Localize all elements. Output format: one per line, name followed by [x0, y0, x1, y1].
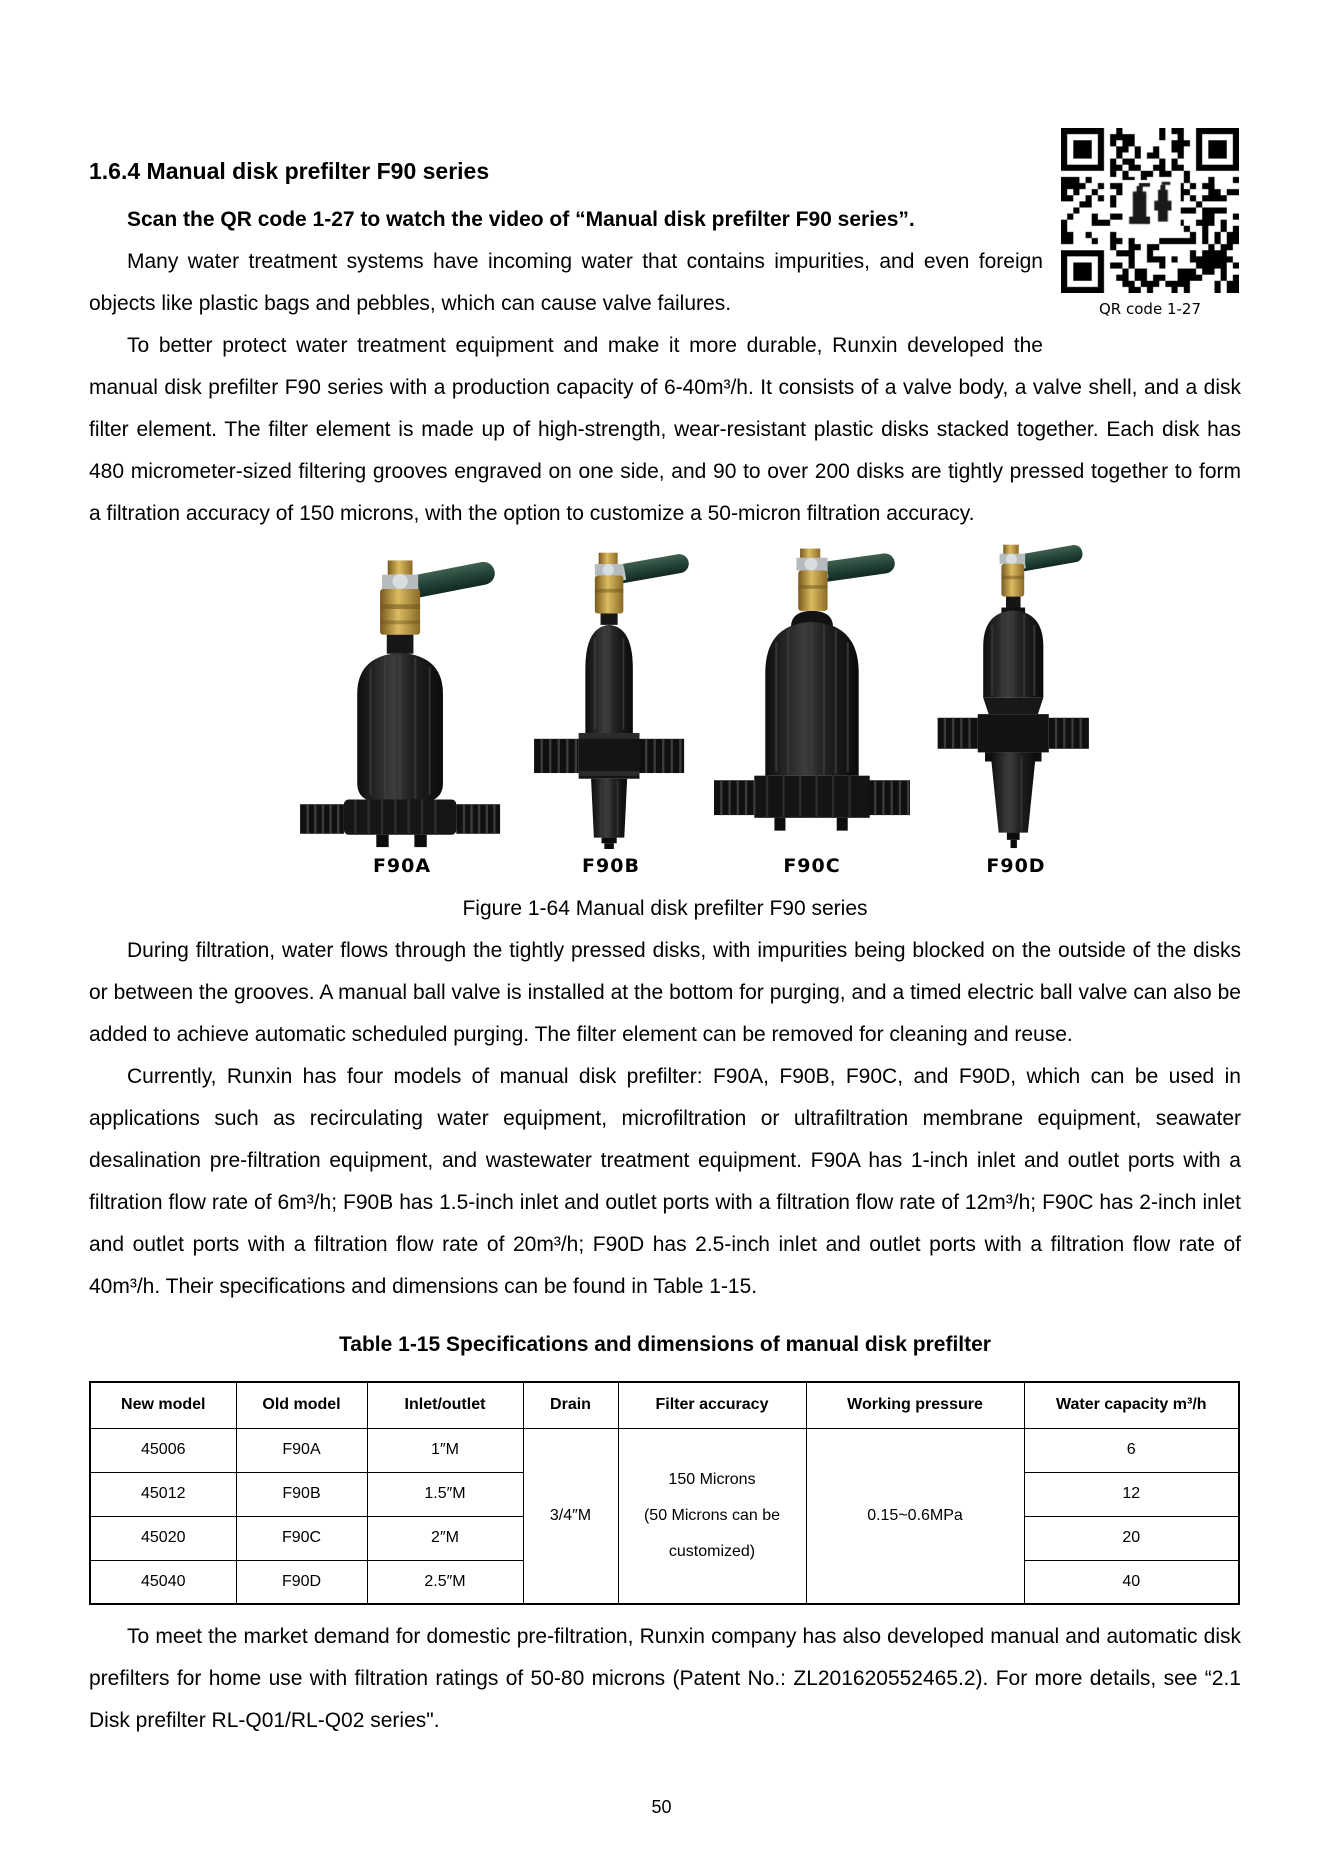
- filter-accuracy-line: customized): [668, 1542, 756, 1560]
- filter-photo-f90a: [296, 549, 508, 849]
- cell-inlet-outlet: 1.5″M: [367, 1472, 523, 1516]
- paragraph-intro: Many water treatment systems have incoming water that contains impurities, and even foreign objects like plastic bags and pebbles, which can cause valve failures.: [89, 250, 1043, 315]
- col-header-old-model: Old model: [236, 1382, 367, 1428]
- cell-working-pressure-merged: 0.15~0.6MPa: [806, 1428, 1024, 1604]
- col-header-filter-accuracy: Filter accuracy: [618, 1382, 806, 1428]
- cell-old-model: F90B: [236, 1472, 367, 1516]
- table-header-row: [90, 1382, 1239, 1428]
- cell-new-model: 45040: [90, 1560, 236, 1604]
- cell-old-model: F90C: [236, 1516, 367, 1560]
- figure-label-f90a: F90A: [372, 855, 432, 877]
- figure-products-row: [121, 541, 1273, 878]
- col-header-drain: Drain: [523, 1382, 618, 1428]
- figure-item-f90a: [296, 549, 508, 878]
- figure-item-f90b: [532, 547, 690, 878]
- paragraph-development: To better protect water treatment equipment and make it more durable, Runxin developed the manual disk prefilter F90 series with a production capacity of 6-40m³/h. It consists of a valve body, a valve shell, and a disk filter element. The filter element is made up of high-strength, wear-resistant plastic disks stacked together. Each disk has 480 micrometer-sized filtering grooves engraved on one side, and 90 to over 200 disks are tightly pressed together to form a filtration accuracy of 150 microns, with the option to customize a 50-micron filtration accuracy.: [89, 334, 1241, 525]
- paragraph-market: To meet the market demand for domestic pre-filtration, Runxin company has also developed manual and automatic disk prefilters for home use with filtration ratings of 50-80 microns (Patent No.: ZL201620552465.2). For more details, see “2.1 Disk prefilter RL-Q01/RL-Q02 series".: [89, 1625, 1241, 1732]
- table-row: [90, 1428, 1239, 1472]
- cell-new-model: 45012: [90, 1472, 236, 1516]
- filter-accuracy-line: 150 Microns: [668, 1470, 756, 1488]
- cell-drain-merged: 3/4″M: [523, 1428, 618, 1604]
- paragraph-models: Currently, Runxin has four models of manual disk prefilter: F90A, F90B, F90C, and F90D, which can be used in applications such as recirculating water equipment, microfiltration or ultrafiltration membrane equipment, seawater desalination pre-filtration equipment, and wastewater treatment equipment. F90A has 1-inch inlet and outlet ports with a filtration flow rate of 6m³/h; F90B has 1.5-inch inlet and outlet ports with a filtration flow rate of 12m³/h; F90C has 2-inch inlet and outlet ports with a filtration flow rate of 20m³/h; F90D has 2.5-inch inlet and outlet ports with a filtration flow rate of 40m³/h. Their specifications and dimensions can be found in Table 1-15.: [89, 1065, 1241, 1298]
- figure-item-f90d: [934, 541, 1098, 878]
- spec-table: [89, 1381, 1240, 1605]
- cell-new-model: 45020: [90, 1516, 236, 1560]
- figure-item-f90c: [714, 543, 910, 878]
- section-heading: 1.6.4 Manual disk prefilter F90 series: [89, 158, 490, 184]
- table-title: Table 1-15 Specifications and dimensions of manual disk prefilter: [339, 1333, 991, 1356]
- page-number: 50: [651, 1797, 672, 1817]
- cell-water-capacity: 12: [1024, 1472, 1239, 1516]
- cell-water-capacity: 6: [1024, 1428, 1239, 1472]
- figure-label-f90b: F90B: [582, 855, 640, 877]
- cell-water-capacity: 20: [1024, 1516, 1239, 1560]
- scan-qr-line: Scan the QR code 1-27 to watch the video of “Manual disk prefilter F90 series”.: [127, 208, 915, 231]
- cell-old-model: F90A: [236, 1428, 367, 1472]
- col-header-water-capacity: Water capacity m³/h: [1024, 1382, 1239, 1428]
- paragraph-filtration: During filtration, water flows through the tightly pressed disks, with impurities being blocked on the outside of the disks or between the grooves. A manual ball valve is installed at the bottom for purging, and a timed electric ball valve can also be added to achieve automatic scheduled purging. The filter element can be removed for cleaning and reuse.: [89, 939, 1241, 1046]
- figure-label-f90d: F90D: [986, 855, 1046, 877]
- filter-photo-f90c: [714, 543, 910, 849]
- page-content: [89, 125, 1241, 1742]
- cell-inlet-outlet: 1″M: [367, 1428, 523, 1472]
- qr-caption: QR code 1-27: [1099, 300, 1201, 318]
- col-header-new-model: New model: [90, 1382, 236, 1428]
- figure-caption: Figure 1-64 Manual disk prefilter F90 series: [462, 897, 868, 920]
- qr-figure: [1059, 128, 1241, 318]
- cell-filter-accuracy-merged: [618, 1428, 806, 1604]
- cell-old-model: F90D: [236, 1560, 367, 1604]
- cell-new-model: 45006: [90, 1428, 236, 1472]
- cell-inlet-outlet: 2″M: [367, 1516, 523, 1560]
- col-header-working-pressure: Working pressure: [806, 1382, 1024, 1428]
- col-header-inlet-outlet: Inlet/outlet: [367, 1382, 523, 1428]
- qr-code-image: [1061, 128, 1239, 293]
- cell-inlet-outlet: 2.5″M: [367, 1560, 523, 1604]
- filter-photo-f90b: [532, 547, 690, 849]
- cell-water-capacity: 40: [1024, 1560, 1239, 1604]
- filter-photo-f90d: [934, 541, 1098, 849]
- figure-label-f90c: F90C: [783, 855, 841, 877]
- filter-accuracy-line: (50 Microns can be: [643, 1506, 781, 1524]
